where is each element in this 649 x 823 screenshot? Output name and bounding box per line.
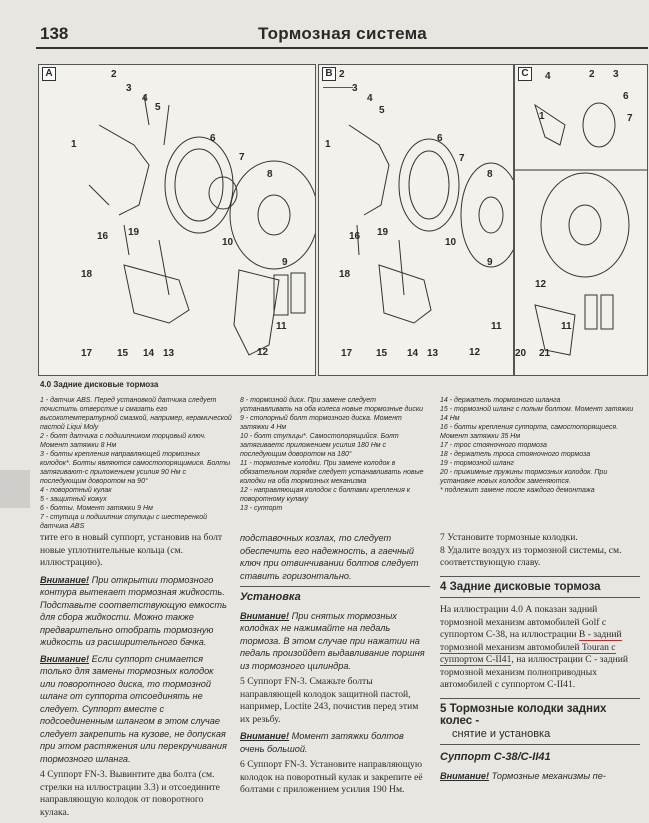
- note-label: Внимание!: [40, 574, 90, 585]
- callout: 3: [126, 83, 132, 94]
- callout: 13: [427, 348, 439, 359]
- page-side-tab: [0, 470, 30, 508]
- callout: 6: [437, 133, 443, 144]
- callout: 3: [352, 83, 358, 94]
- callout: 15: [117, 348, 129, 359]
- rear-brake-assembly-b-drawing: [319, 65, 513, 375]
- callout: 4: [545, 71, 551, 82]
- note: [240, 610, 430, 673]
- callout: 4: [367, 93, 373, 104]
- callout: 12: [535, 279, 547, 290]
- legend-item: 18 - держатель троса стояночного тормоза: [440, 451, 591, 458]
- callout: 21: [539, 348, 551, 359]
- callout: 7: [627, 113, 633, 124]
- figure-caption: 4.0 Задние дисковые тормоза: [40, 380, 159, 389]
- figure-panel-a: [38, 64, 316, 376]
- callout: 18: [339, 269, 351, 280]
- step-paragraph: 8 Удалите воздух из тормозной системы, см. соответствующую главу.: [440, 544, 622, 568]
- note: [40, 653, 230, 766]
- step-paragraph: 7 Установите тормозные колодки.: [440, 532, 578, 543]
- header-rule: [36, 47, 648, 49]
- text-column-2: [240, 532, 430, 801]
- section-rule: [440, 597, 640, 598]
- note-text: При снятых тормозных колодках не нажимайте на педаль тормоза. В этом случае при нажатии на педаль произойдет выдавливание поршня из тормозного цилиндра.: [240, 610, 425, 671]
- note-text: Тормозные механизмы пе-: [491, 770, 606, 781]
- callout: 16: [97, 231, 109, 242]
- legend-item: 16 - болты крепления суппорта, самостопорящиеся. Момент затяжки 35 Нм: [440, 424, 619, 440]
- paragraph: [440, 604, 640, 692]
- legend-item: 6 - болты. Момент затяжки 9 Нм: [40, 505, 153, 512]
- legend-item: * подлежит замене после каждого демонтажа: [440, 487, 595, 494]
- callout: 1: [325, 139, 331, 150]
- red-marker-line: [323, 87, 353, 88]
- subsection-heading: Установка: [240, 591, 301, 603]
- callout: 10: [445, 237, 457, 248]
- callout: 11: [276, 321, 287, 332]
- heading-rule: [240, 586, 430, 587]
- callout: 15: [376, 348, 388, 359]
- callout: 16: [349, 231, 361, 242]
- legend-col-3: [440, 396, 638, 495]
- callout: 9: [282, 257, 288, 268]
- callout: 19: [377, 227, 389, 238]
- callout: 7: [239, 152, 245, 163]
- callout: 18: [81, 269, 93, 280]
- paragraph-text: , на иллюстрации С - задний тормозной механизм полноприводных автомобилей с суппортом C-II41.: [440, 654, 629, 690]
- section-title: Тормозная система: [258, 24, 428, 43]
- legend-item: 2 - болт датчика с подшипником торцовый ключ. Момент затяжки 8 Нм: [40, 433, 206, 449]
- legend-item: 10 - болт ступицы*. Самостопорящийся. Болт затягиваетс приложением усилия 180 Нм с последующим доворотом на 180°: [240, 433, 399, 458]
- note: [440, 770, 640, 783]
- paragraph: подставочных козлах, то следует обеспечить его надежность, а гаечный ключ при отвинчивании болтов следует ставить горизонтально.: [240, 533, 419, 581]
- callout: 5: [155, 102, 161, 113]
- rear-brake-assembly-c-drawing: [515, 65, 647, 375]
- callout: 9: [487, 257, 493, 268]
- legend-item: 12 - направляющая колодок с болтами крепления к поворотному кулаку: [240, 487, 411, 503]
- section-rule: [440, 576, 640, 577]
- legend-col-2: [240, 396, 430, 513]
- callout: 12: [257, 347, 269, 358]
- highlighted-text: В - задний тормозной механизм автомобилей Touran с суппортом C-II41: [440, 629, 622, 665]
- note-label: Внимание!: [40, 653, 90, 664]
- callout: 2: [111, 69, 117, 80]
- legend-item: 7 - ступица и подшипник ступицы с шестеренкой датчика ABS: [40, 514, 208, 530]
- legend-item: 8 - тормозной диск. При замене следует устанавливать на оба колеса новые тормозные диски: [240, 397, 424, 413]
- note: [40, 574, 230, 649]
- step-paragraph: 5 Суппорт FN-3. Смажьте болты направляющей колодок защитной пастой, например, Loctite 243, почистив перед этим их резьбу.: [240, 676, 419, 725]
- note-label: Внимание!: [240, 731, 290, 741]
- legend-item: 3 - болты крепления направляющей тормозных колодок*. Болты являются самостопорящимися. Болты затягивают-с приложением усилия 90 Нм с последующим доворотом на 90°: [40, 451, 231, 485]
- note-label: Внимание!: [240, 610, 290, 621]
- callout: 4: [142, 93, 148, 104]
- panel-label-c: C: [518, 67, 532, 81]
- page-number: 138: [40, 24, 69, 43]
- section-heading-5: 5 Тормозные колодки задних колес -: [440, 702, 607, 727]
- callout: 10: [222, 237, 234, 248]
- section-heading-4: 4 Задние дисковые тормоза: [440, 580, 601, 593]
- callout: 19: [128, 227, 140, 238]
- callout: 2: [339, 69, 345, 80]
- figure-panel-b: [318, 64, 514, 376]
- callout: 12: [469, 347, 481, 358]
- callout: 20: [515, 348, 527, 359]
- panel-label-a: A: [42, 67, 56, 81]
- callout: 2: [589, 69, 595, 80]
- legend-item: 5 - защитный кожух: [40, 496, 107, 503]
- callout: 3: [613, 69, 619, 80]
- legend-item: 9 - стопорный болт тормозного диска. Момент затяжки 4 Нм: [240, 415, 402, 431]
- paragraph-text: На иллюстрации 4.0 А показан задний тормозной механизм автомобилей Golf с суппортом C-38, на иллюстрации: [440, 604, 607, 640]
- legend-item: 20 - прижимные пружины тормозных колодок. При установке новых колодок заменяются.: [440, 469, 608, 485]
- step-paragraph: 6 Суппорт FN-3. Установите направляющую колодок на поворотный кулак и закрепите её болтами с приложением усилия 190 Нм.: [240, 759, 423, 795]
- legend-col-1: [40, 396, 232, 531]
- legend-item: 4 - поворотный кулак: [40, 487, 112, 494]
- text-column-1: [40, 532, 230, 823]
- callout: 6: [210, 133, 216, 144]
- legend-item: 19 - тормозной шланг: [440, 460, 514, 467]
- figure-panel-c: [514, 64, 648, 376]
- callout: 11: [491, 321, 502, 332]
- callout: 6: [623, 91, 629, 102]
- callout: 5: [379, 105, 385, 116]
- note-text: Момент затяжки болтов очень большой.: [240, 731, 404, 754]
- callout: 8: [487, 169, 493, 180]
- note: [240, 730, 430, 755]
- note-text: При открытии тормозного контура вытекает тормозная жидкость. Подставьте соответствующую емкость для сбора жидкости. Можно также предварительно отобрать тормозную жидкость из расширительного бачка.: [40, 574, 227, 647]
- note-text: Если суппорт снимается только для замены тормозных колодок или поворотного диска, то тормозной шланг от суппорта отсоединять не следует. Суппорт вместе с подсоединенным шлангом в этом случае следует закрепить на кузове, не допуская при этом растяжения или перекручивания тормозного шланга.: [40, 653, 227, 764]
- legend-item: 14 - держатель тормозного шланга: [440, 397, 561, 404]
- callout: 17: [81, 348, 93, 359]
- callout: 7: [459, 153, 465, 164]
- legend-item: 15 - тормозной шланг с полым болтом. Момент затяжки 14 Нм: [440, 406, 634, 422]
- callout: 14: [143, 348, 155, 359]
- rear-brake-assembly-a-drawing: [39, 65, 315, 375]
- callout: 1: [539, 111, 545, 122]
- callout: 17: [341, 348, 353, 359]
- text-column-3: [440, 532, 640, 786]
- callout: 1: [71, 139, 77, 150]
- paragraph: тите его в новый суппорт, установив на болт новые уплотнительные кольца (см. иллюстрацию).: [40, 532, 223, 568]
- callout: 11: [561, 321, 572, 332]
- legend-item: 17 - трос стояночного тормоза: [440, 442, 547, 449]
- callout: 8: [267, 169, 273, 180]
- callout: 14: [407, 348, 419, 359]
- panel-label-b: B: [322, 67, 336, 81]
- note-label: Внимание!: [440, 770, 490, 781]
- step-paragraph: 4 Суппорт FN-3. Вывинтите два болта (см. стрелки на иллюстрации 3.3) и отсоедините направляющую колодок от поворотного кулака.: [40, 769, 220, 818]
- section-rule: [440, 698, 640, 699]
- subsection-heading: Суппорт C-38/C-II41: [440, 751, 551, 763]
- legend-item: 11 - тормозные колодки. При замене колодок в обязательном порядке следует устанавливать новые колодки на оба тормозных механизма: [240, 460, 424, 485]
- section-subheading: снятие и установка: [452, 727, 551, 740]
- legend-item: 1 - датчик ABS. Перед установкой датчика следует почистить отверстие и смазать его высокотемпературной смазкой, например, керамической пастой Liqui Moly: [40, 397, 232, 431]
- legend-item: 13 - суппорт: [240, 505, 283, 512]
- callout: 13: [163, 348, 175, 359]
- section-rule: [440, 744, 640, 745]
